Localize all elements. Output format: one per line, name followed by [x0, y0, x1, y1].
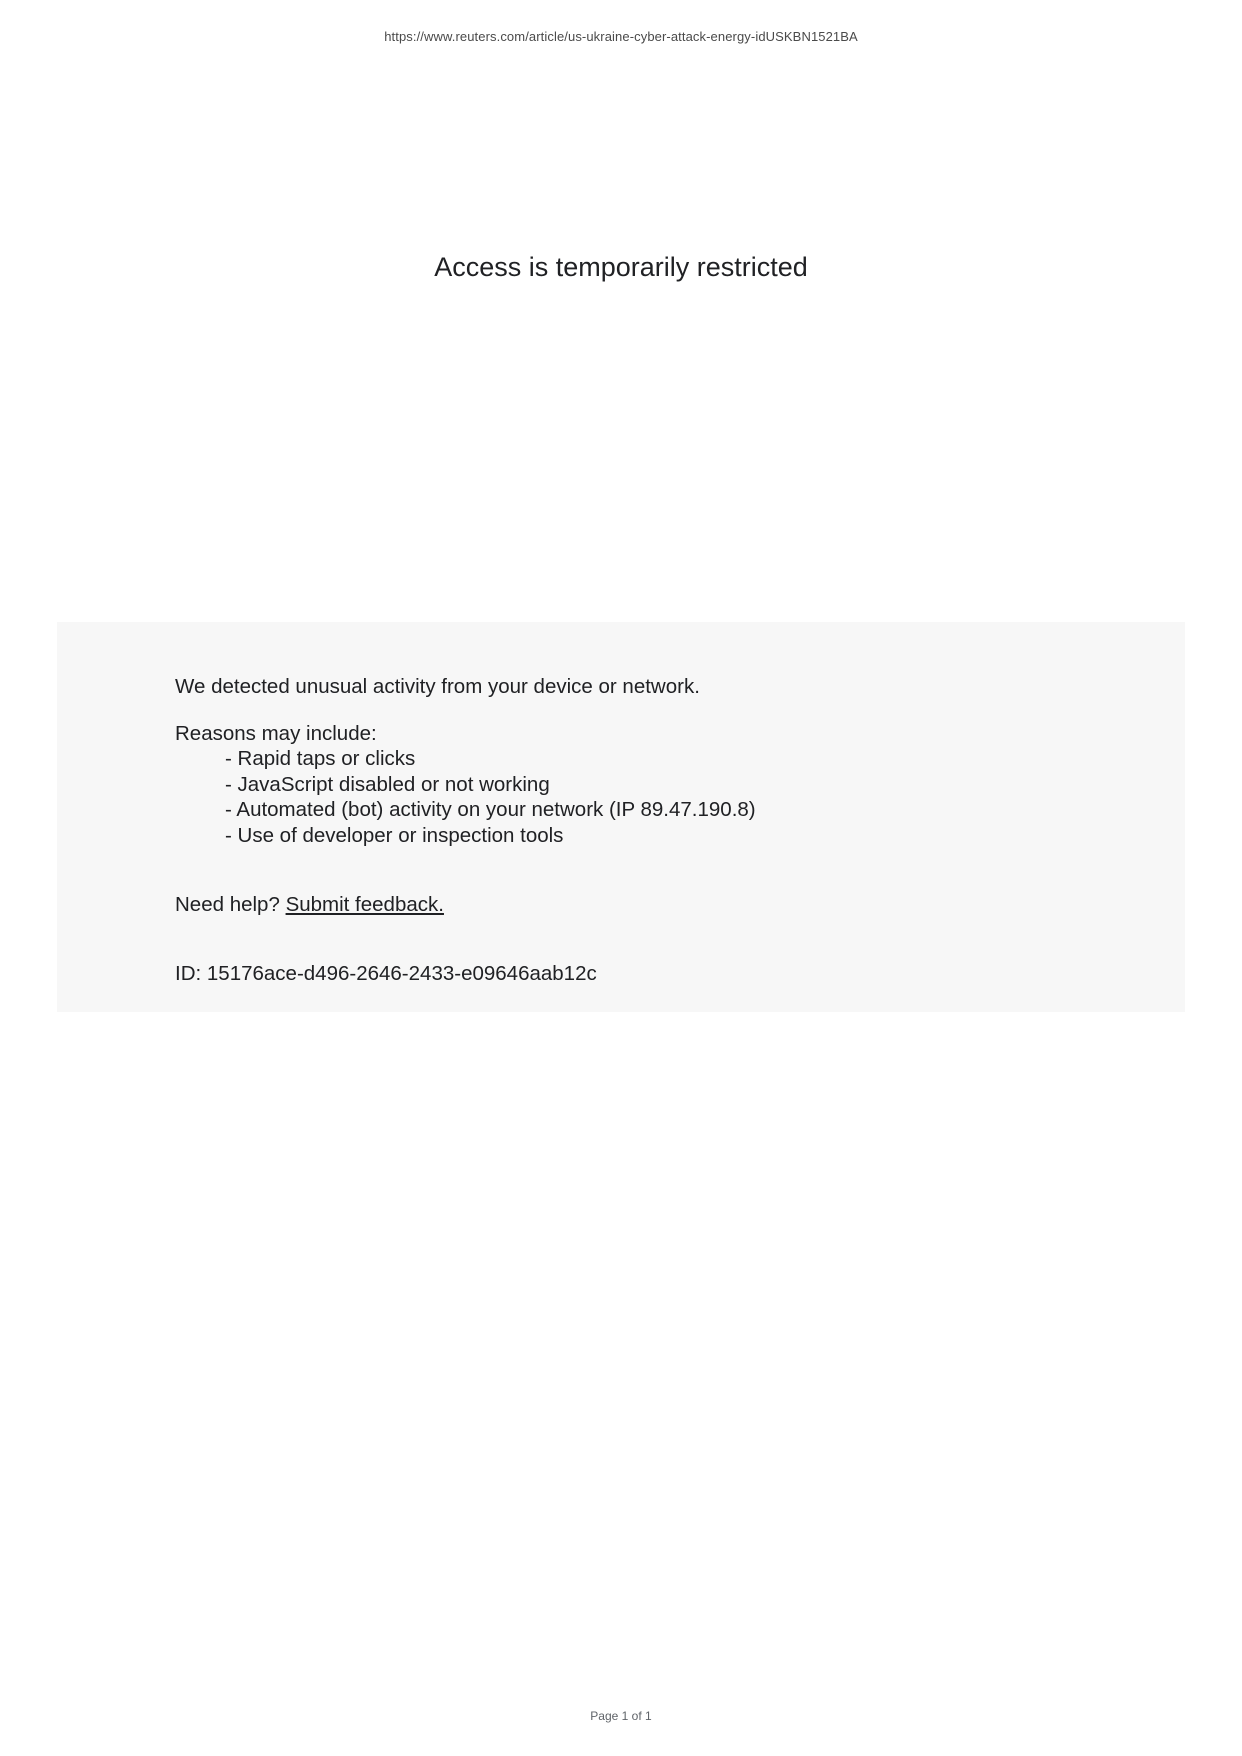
list-item: - Automated (bot) activity on your network (IP 89.47.190.8) [225, 798, 756, 821]
spacer [175, 939, 1135, 961]
reasons-list [175, 746, 1135, 848]
spacer [175, 870, 1135, 892]
notice-intro-text: We detected unusual activity from your device or network. [175, 675, 700, 698]
source-url-header: https://www.reuters.com/article/us-ukraine-cyber-attack-energy-idUSKBN1521BA [384, 29, 858, 44]
incident-id-text: ID: 15176ace-d496-2646-2433-e09646aab12c [175, 962, 597, 985]
list-item: - Rapid taps or clicks [225, 747, 416, 770]
notice-content [175, 674, 1135, 986]
spacer [175, 848, 1135, 870]
help-row [175, 892, 1135, 917]
restriction-notice-box [57, 622, 1185, 1012]
reasons-heading: Reasons may include: [175, 722, 377, 745]
page-title: Access is temporarily restricted [434, 252, 808, 282]
help-prefix-text: Need help? [175, 893, 286, 916]
submit-feedback-link[interactable]: Submit feedback. [285, 893, 444, 916]
list-item: - JavaScript disabled or not working [225, 772, 550, 796]
page-indicator: Page 1 of 1 [590, 1709, 652, 1723]
list-item: - Use of developer or inspection tools [225, 823, 564, 847]
spacer [175, 699, 1135, 721]
spacer [175, 917, 1135, 939]
